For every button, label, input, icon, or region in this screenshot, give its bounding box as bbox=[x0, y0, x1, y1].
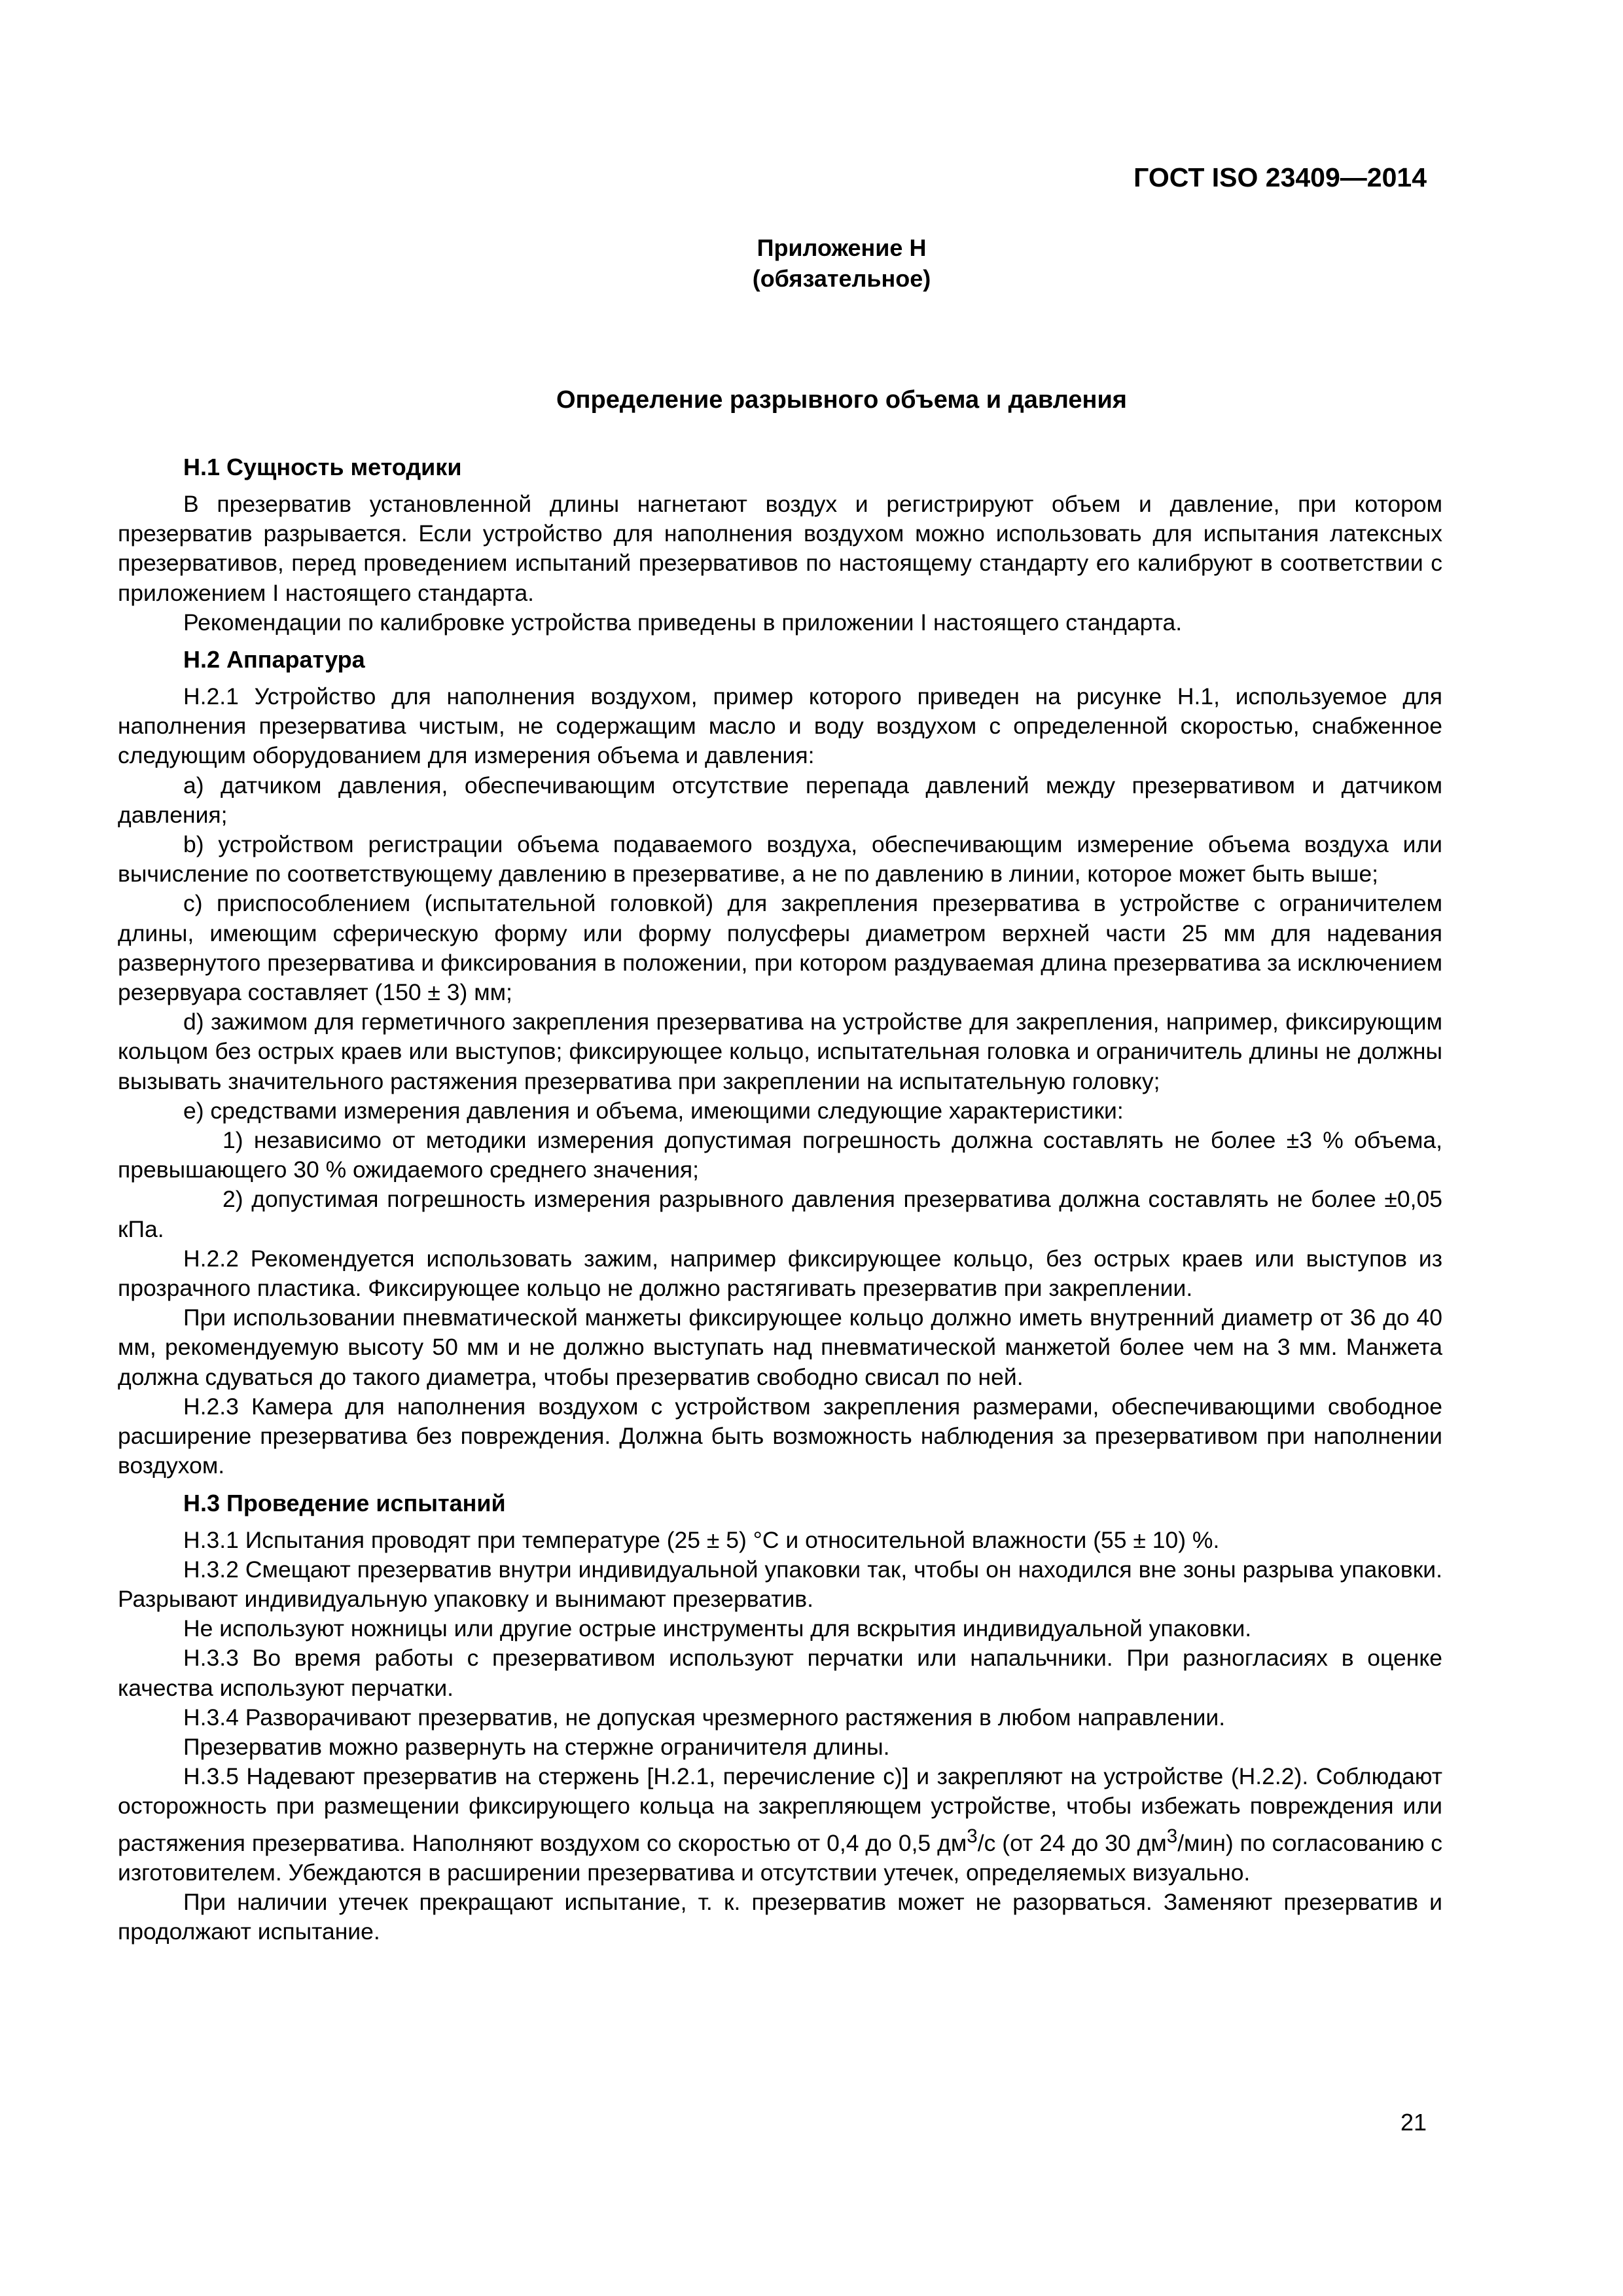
paragraph: Рекомендации по калибровке устройства приведены в приложении I настоящего стандарта. bbox=[183, 609, 1183, 636]
superscript: 3 bbox=[1166, 1825, 1178, 1847]
section-heading-h2: Н.2 Аппаратура bbox=[183, 646, 365, 673]
paragraph: Н.3.4 Разворачивают презерватив, не допуская чрезмерного растяжения в любом направлении. bbox=[183, 1704, 1226, 1731]
paragraph: При использовании пневматической манжеты фиксирующее кольцо должно иметь внутренний диаметр от 36 до 40 мм, рекомендуемую высоту 50 мм и не должно выступать над пневматической манжетой более чем на 3 мм. Манжета должна сдуваться до такого диаметра, чтобы презерватив свободно свисал по ней. bbox=[118, 1304, 1442, 1390]
paragraph: Н.3.2 Смещают презерватив внутри индивидуальной упаковки так, чтобы он находился вне зоны разрыва упаковки. Разрывают индивидуальную упаковку и вынимают презерватив. bbox=[118, 1556, 1442, 1612]
superscript: 3 bbox=[967, 1825, 978, 1847]
text-run: Н.3.5 Надевают презерватив на стержень [Н.2.1, перечисление c)] и закрепляют на устройстве (Н.2.2). Соблюдают осторожность при размещении фиксирующего кольца на закрепляющем устройстве, чтобы избежать повреждения или растяжения презерватива. Наполняют воздухом со скоростью от 0,4 до 0,5 дм bbox=[118, 1763, 1442, 1856]
section-heading-h3: Н.3 Проведение испытаний bbox=[183, 1489, 506, 1516]
paragraph: При наличии утечек прекращают испытание, т. к. презерватив может не разорваться. Заменяют презерватив и продолжают испытание. bbox=[118, 1888, 1442, 1945]
text-run: /с (от 24 до 30 дм bbox=[977, 1829, 1167, 1856]
paragraph: Н.2.1 Устройство для наполнения воздухом, пример которого приведен на рисунке Н.1, используемое для наполнения презерватива чистым, не содержащим масло и воду воздухом с определенной скоростью, снабженное следующим оборудованием для измерения объема и давления: bbox=[118, 683, 1442, 769]
list-item-a: a) датчиком давления, обеспечивающим отсутствие перепада давлений между презервативом и датчиком давления; bbox=[118, 772, 1442, 828]
list-item-e1: 1) независимо от методики измерения допустимая погрешность должна составлять не более ±3 % объема, превышающего 30 % ожидаемого среднего значения; bbox=[118, 1127, 1442, 1183]
text-run: /мин) по согласованию с изготовителем. Убеждаются в расширении презерватива и отсутствии утечек, определяемых визуально. bbox=[118, 1829, 1442, 1886]
annex-title: Приложение Н bbox=[757, 234, 927, 261]
list-item-e2: 2) допустимая погрешность измерения разрывного давления презерватива должна составлять не более ±0,05 кПа. bbox=[118, 1186, 1442, 1242]
paragraph-h35 bbox=[118, 1762, 1442, 1888]
paragraph: Н.2.2 Рекомендуется использовать зажим, например фиксирующее кольцо, без острых краев или выступов из прозрачного пластика. Фиксирующее кольцо не должно растягивать презерватив при закреплении. bbox=[118, 1245, 1442, 1302]
paragraph: Не используют ножницы или другие острые инструменты для вскрытия индивидуальной упаковки. bbox=[183, 1615, 1252, 1642]
paragraph: Н.2.3 Камера для наполнения воздухом с устройством закрепления размерами, обеспечивающими свободное расширение презерватива без повреждения. Должна быть возможность наблюдения за презервативом при наполнении воздухом. bbox=[118, 1393, 1442, 1479]
list-item-c: c) приспособлением (испытательной головкой) для закрепления презерватива в устройстве с ограничителем длины, имеющим сферическую форму или форму полусферы диаметром верхней части 25 мм для надевания развернутого презерватива и фиксирования в положении, при котором раздуваемая длина презерватива за исключением резервуара составляет (150 ± 3) мм; bbox=[118, 890, 1442, 1006]
page-number: 21 bbox=[1400, 2109, 1427, 2136]
list-item-d: d) зажимом для герметичного закрепления презерватива на устройстве для закрепления, например, фиксирующим кольцом без острых краев или выступов; фиксирующее кольцо, испытательная головка и ограничитель длины не должны вызывать значительного растяжения презерватива при закреплении на испытательную головку; bbox=[118, 1009, 1442, 1094]
paragraph: Н.3.1 Испытания проводят при температуре (25 ± 5) °С и относительной влажности (55 ± 10) %. bbox=[183, 1526, 1220, 1553]
list-item-b: b) устройством регистрации объема подаваемого воздуха, обеспечивающим измерение объема воздуха или вычисление по соответствующему давлению в презервативе, а не по давлению в линии, которое может быть выше; bbox=[118, 831, 1442, 888]
paragraph: Презерватив можно развернуть на стержне ограничителя длины. bbox=[183, 1733, 890, 1760]
annex-heading bbox=[30, 232, 1623, 294]
paragraph: Н.3.3 Во время работы с презервативом используют перчатки или напальчники. При разногласиях в оценке качества используют перчатки. bbox=[118, 1645, 1442, 1701]
standard-code: ГОСТ ISO 23409—2014 bbox=[1133, 162, 1427, 192]
document-title: Определение разрывного объема и давления bbox=[556, 386, 1127, 414]
annex-status: (обязательное) bbox=[752, 265, 931, 292]
paragraph: В презерватив установленной длины нагнетают воздух и регистрируют объем и давление, при котором презерватив разрывается. Если устройство для наполнения воздухом можно использовать для испытания латексных презервативов, перед проведением испытаний презервативов по настоящему стандарту его калибруют в соответствии с приложением I настоящего стандарта. bbox=[118, 491, 1442, 606]
section-heading-h1: Н.1 Сущность методики bbox=[183, 454, 462, 480]
document-body bbox=[118, 452, 1442, 1946]
list-item-e: e) средствами измерения давления и объема, имеющими следующие характеристики: bbox=[183, 1097, 1124, 1124]
